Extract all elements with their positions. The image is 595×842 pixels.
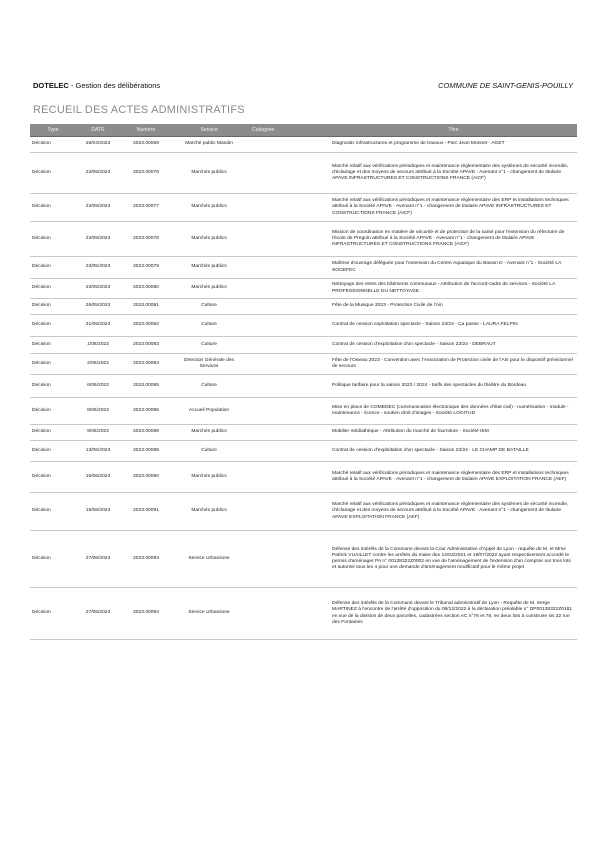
cell-service: Marchés publics	[172, 153, 246, 194]
cell-type: Décision	[30, 354, 76, 375]
cell-category	[246, 194, 330, 222]
cell-type: Décision	[30, 493, 76, 531]
cell-title: Fête de la Musique 2023 - Protection Civile de l'Ain	[330, 299, 577, 315]
table-row	[30, 425, 577, 441]
cell-type: Décision	[30, 153, 76, 194]
cell-number: 2023.00091	[120, 493, 172, 531]
cell-category	[246, 222, 330, 257]
table-row	[30, 257, 577, 279]
cell-number: 2023.00081	[120, 299, 172, 315]
col-header-category: Catégorie	[246, 124, 330, 137]
cell-title: Défense des intérêts de la Commune devant le Tribunal administratif de Lyon - Requête de M. Serge MARTINEZ à l'encontre de l'arrêté d'opposition du 08/12/2022 à la déclaration préalable n° DP00138322Z0181 en vue de la division de deux parcelles, cadastrées section AC n°76 et 78, en deux lots à construire sis 32 rue des Fontaines	[330, 588, 577, 640]
cell-number: 2023.00083	[120, 337, 172, 354]
cell-title: Mission de coordination en matière de sécurité et de protection de la santé pour l'extension du réfectoire de l'école de Pregnin attribué à la Société APAVE - Avenant n°1 - changement de titulaire APAVE INFRASTRUCTURES ET CONSTRUCTIONS FRANCE (AICF)	[330, 222, 577, 257]
cell-number: 2023.00094	[120, 588, 172, 640]
table-body	[30, 137, 577, 640]
cell-category	[246, 493, 330, 531]
cell-title: Contrat de cession d'exploitation d'un spectacle - Saison 23/24 - DEBRAUT	[330, 337, 577, 354]
cell-service: Culture	[172, 441, 246, 462]
cell-service: Direction Générale des Services	[172, 354, 246, 375]
cell-category	[246, 531, 330, 588]
cell-category	[246, 279, 330, 299]
cell-title: Contrat de cession d'exploitation d'un spectacle - Saison 23/24 - LE CHAMP DE BATAILLE	[330, 441, 577, 462]
cell-title: Contrat de cession exploitation spectacle - Saison 23/24 - Ça passe - LAURA FELPIN	[330, 315, 577, 337]
table-row	[30, 299, 577, 315]
cell-number: 2023.00093	[120, 531, 172, 588]
table-header	[30, 124, 577, 137]
cell-category	[246, 137, 330, 153]
cell-date: 27/06/2023	[76, 531, 120, 588]
cell-category	[246, 425, 330, 441]
table-row	[30, 315, 577, 337]
col-header-title: Titre	[330, 124, 577, 137]
cell-date: 9/06/2023	[76, 425, 120, 441]
col-header-date: DATE	[76, 124, 120, 137]
cell-title: Marché relatif aux vérifications périodiques et maintenance réglementaire des systèmes de sécurité incendie, d'éclairage et des moyens de secours attribué à la Société APAVE - Avenant n°1 - changement de titulaire APAVE EXPLOITATION FRANCE (AEF)	[330, 493, 577, 531]
cell-service: Culture	[172, 299, 246, 315]
cell-type: Décision	[30, 194, 76, 222]
cell-category	[246, 354, 330, 375]
cell-number: 2023.00076	[120, 153, 172, 194]
cell-date: 6/06/2023	[76, 375, 120, 398]
cell-type: Décision	[30, 375, 76, 398]
cell-number: 2023.00082	[120, 315, 172, 337]
acts-table	[30, 124, 577, 640]
cell-type: Décision	[30, 299, 76, 315]
separator: -	[70, 81, 76, 90]
cell-category	[246, 315, 330, 337]
cell-date: 26/05/2023	[76, 299, 120, 315]
cell-category	[246, 299, 330, 315]
cell-number: 2023.00090	[120, 462, 172, 493]
cell-service: Marchés publics	[172, 257, 246, 279]
cell-service: Service Urbanisme	[172, 531, 246, 588]
cell-date: 23/05/2023	[76, 257, 120, 279]
col-header-type: Type	[30, 124, 76, 137]
cell-title: Marché relatif aux vérifications périodiques et maintenance réglementaire des ERP et installations techniques attribué à la Société APAVE - Avenant n°1 - changement de titulaire APAVE EXPLOITATION FRANCE (AEF)	[330, 462, 577, 493]
cell-title: Mise en place de COMEDEC (communication électronique des données d'état civil) - numérisation - module - maintenance - licence - soutien droit d'images - Société LOGITUD	[330, 398, 577, 425]
cell-type: Décision	[30, 222, 76, 257]
cell-date: 1/06/2023	[76, 337, 120, 354]
cell-title: Mobilier médiathèque - Attribution du marché de fourniture - Société IEM	[330, 425, 577, 441]
cell-type: Décision	[30, 279, 76, 299]
cell-type: Décision	[30, 441, 76, 462]
cell-category	[246, 257, 330, 279]
cell-number: 2023.00079	[120, 257, 172, 279]
table-row	[30, 398, 577, 425]
document-title: RECUEIL DES ACTES ADMINISTRATIFS	[33, 104, 245, 116]
cell-date: 15/06/2023	[76, 493, 120, 531]
cell-type: Décision	[30, 257, 76, 279]
cell-title: Maîtrise d'ouvrage déléguée pour l'extension du Centre Aquatique du Bassin D - Avenant n°1 - Société LA SOGEFEC	[330, 257, 577, 279]
cell-date: 15/06/2023	[76, 462, 120, 493]
cell-date: 23/05/2023	[76, 279, 120, 299]
table-row	[30, 194, 577, 222]
cell-service: Marchés publics	[172, 222, 246, 257]
table-row	[30, 441, 577, 462]
cell-title: Fête de l'Oiseau 2023 - Convention avec l'Association de Protection civile de l'Ain pour le dispositif prévisionnel de secours	[330, 354, 577, 375]
cell-type: Décision	[30, 462, 76, 493]
cell-number: 2023.00080	[120, 279, 172, 299]
cell-service: Marchés publics	[172, 425, 246, 441]
cell-service: Service Urbanisme	[172, 588, 246, 640]
cell-number: 2023.00084	[120, 354, 172, 375]
cell-date: 23/05/2023	[76, 194, 120, 222]
header-left	[33, 81, 160, 90]
cell-type: Décision	[30, 137, 76, 153]
cell-title: Marché relatif aux vérifications périodiques et maintenance réglementaire des ERP et installations techniques attribué à la Société APAVE - Avenant n°1 - changement de titulaire APAVE INFRASTRUCTURES ET CONSTRUCTIONS FRANCE (AICF)	[330, 194, 577, 222]
cell-number: 2023.00078	[120, 222, 172, 257]
cell-number: 2023.00086	[120, 398, 172, 425]
table-row	[30, 375, 577, 398]
cell-type: Décision	[30, 531, 76, 588]
cell-service: Marché public Mandin	[172, 137, 246, 153]
cell-service: Marchés publics	[172, 493, 246, 531]
cell-category	[246, 462, 330, 493]
cell-title: Défense des intérêts de la Commune devant la Cour Administrative d'Appel de Lyon - requête de M. et Mme Patrick VUAILLET contre les arrêtés du maire des 14/03/2021 et 19/07/2022 ayant respectivement accordé le permis d'aménager PA n° 00138322Z0002 en vue de l'aménagement de l'extension d'un comptoir sur trois lots et autorisé tous les 4 pour une demande d'aménagement modificatif pour le même projet	[330, 531, 577, 588]
cell-date: 31/05/2023	[76, 315, 120, 337]
cell-service: Marchés publics	[172, 462, 246, 493]
table-row	[30, 279, 577, 299]
col-header-service: Service	[172, 124, 246, 137]
cell-date: 23/05/2023	[76, 222, 120, 257]
cell-service: Culture	[172, 337, 246, 354]
cell-service: Marchés publics	[172, 279, 246, 299]
cell-type: Décision	[30, 337, 76, 354]
table-row	[30, 337, 577, 354]
cell-date: 2/06/2023	[76, 354, 120, 375]
table-row	[30, 588, 577, 640]
cell-service: Culture	[172, 375, 246, 398]
cell-date: 27/06/2023	[76, 588, 120, 640]
cell-service: Marchés publics	[172, 194, 246, 222]
table-row	[30, 137, 577, 153]
cell-type: Décision	[30, 398, 76, 425]
cell-date: 26/04/2023	[76, 137, 120, 153]
cell-title: Nettoyage des vitres des bâtiments communaux - Attribution de l'accord-cadre de services - Société LA PROFESSIONNELLE DU NETTOYAGE	[330, 279, 577, 299]
cell-category	[246, 588, 330, 640]
cell-category	[246, 441, 330, 462]
app-name: DOTELEC	[33, 81, 69, 90]
cell-title: Politique tarifaire pour la saison 2023 / 2024 - tarifs des spectacles du théâtre du Bordeau	[330, 375, 577, 398]
cell-category	[246, 375, 330, 398]
cell-title: Diagnostic infrastructures et programme de travaux - Parc Jean Monnet - AGET	[330, 137, 577, 153]
cell-service: Culture	[172, 315, 246, 337]
table-row	[30, 222, 577, 257]
table-row	[30, 462, 577, 493]
module-name: Gestion des délibérations	[75, 81, 161, 90]
cell-number: 2023.00089	[120, 441, 172, 462]
table-row	[30, 354, 577, 375]
cell-date: 13/06/2023	[76, 441, 120, 462]
commune-name: COMMUNE DE SAINT-GENIS-POUILLY	[438, 81, 573, 90]
cell-category	[246, 398, 330, 425]
table-row	[30, 493, 577, 531]
cell-category	[246, 337, 330, 354]
cell-number: 2023.00088	[120, 425, 172, 441]
cell-category	[246, 153, 330, 194]
cell-date: 23/05/2023	[76, 153, 120, 194]
cell-number: 2023.00085	[120, 375, 172, 398]
cell-date: 8/06/2023	[76, 398, 120, 425]
cell-type: Décision	[30, 425, 76, 441]
cell-number: 2023.00059	[120, 137, 172, 153]
table-row	[30, 153, 577, 194]
col-header-number: Numéro	[120, 124, 172, 137]
cell-type: Décision	[30, 315, 76, 337]
cell-title: Marché relatif aux vérifications périodiques et maintenance réglementaire des systèmes de sécurité incendie, d'éclairage et des moyens de secours attribué à la Société APAVE - Avenant n°1 - changement de titulaire APAVE INFRASTRUCTURES ET CONSTRUCTIONS FRANCE (AICF)	[330, 153, 577, 194]
cell-type: Décision	[30, 588, 76, 640]
cell-service: Accueil Population	[172, 398, 246, 425]
table-row	[30, 531, 577, 588]
cell-number: 2023.00077	[120, 194, 172, 222]
